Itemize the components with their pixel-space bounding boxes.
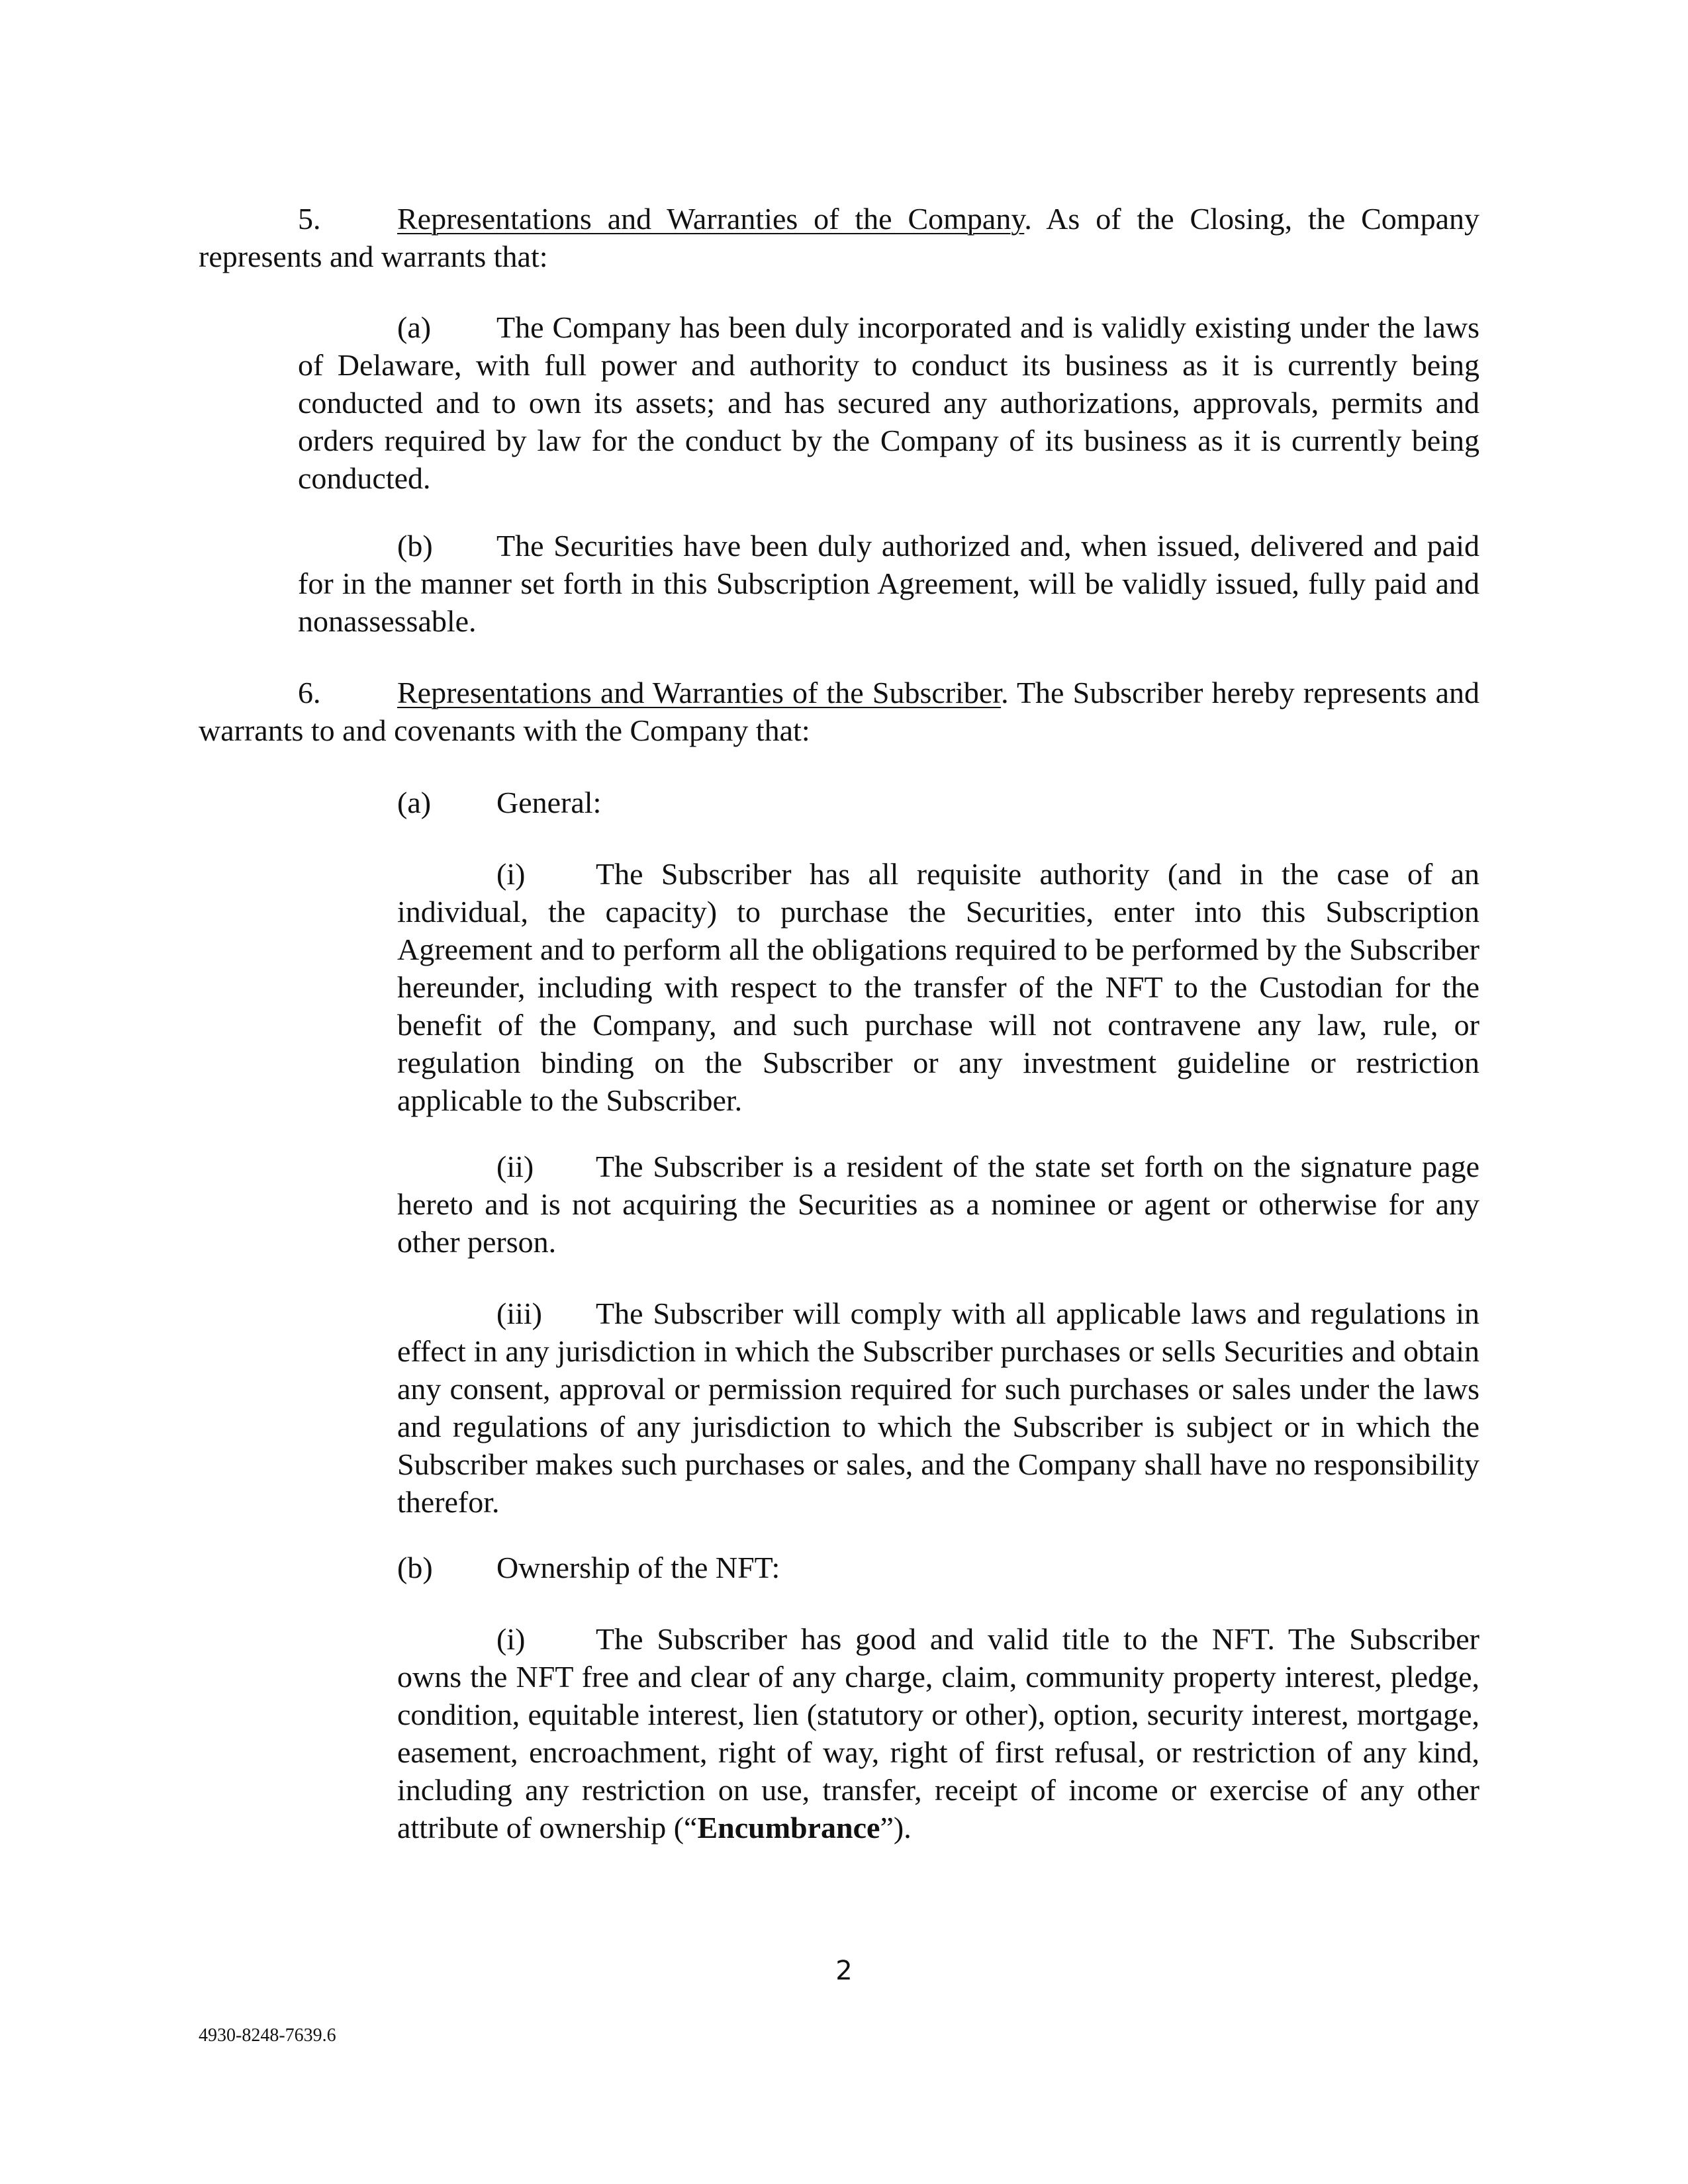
section-5b <box>298 527 1479 640</box>
section-5-intro: . As of the Closing, the Company represents and warrants that: <box>199 202 1479 273</box>
section-6b-i-label: (i) <box>496 1622 526 1656</box>
section-6a-ii <box>397 1148 1479 1261</box>
section-6b-title: Ownership of the NFT: <box>496 1551 780 1584</box>
section-5-number: 5. <box>298 202 321 236</box>
section-6a-iii <box>397 1295 1479 1521</box>
section-6a-i <box>397 855 1479 1119</box>
section-6a-ii-text: The Subscriber is a resident of the state set forth on the signature page hereto and is not acquiring the Securities as a nominee or agent or otherwise for any other person. <box>397 1150 1479 1259</box>
section-6a-title-line <box>397 784 601 821</box>
page-number: 2 <box>835 1956 853 1986</box>
section-6a-label: (a) <box>397 786 432 819</box>
section-6b-i-text-after: ”). <box>880 1811 912 1844</box>
section-6b-title-line <box>397 1549 780 1586</box>
section-6-number: 6. <box>298 676 321 709</box>
section-6a-i-text: The Subscriber has all requisite authority (and in the case of an individual, the capacity) to purchase the Securities, enter into this Subscription Agreement and to perform all the obligations required to be performed by the Subscriber hereunder, including with respect to the transfer of the NFT to the Custodian for the benefit of the Company, and such purchase will not contravene any law, rule, or regulation binding on the Subscriber or any investment guideline or restriction applicable to the Subscriber. <box>397 857 1479 1117</box>
section-5a-text: The Company has been duly incorporated and is validly existing under the laws of Delaware, with full power and authority to conduct its business as it is currently being conducted and to own its assets; and has secured any authorizations, approvals, permits and orders required by law for the conduct by the Company of its business as it is currently being conducted. <box>298 310 1479 495</box>
section-5a <box>298 308 1479 497</box>
section-6-heading: Representations and Warranties of the Subscriber <box>397 676 1002 709</box>
section-6 <box>199 674 1479 749</box>
section-6b-i-text-before: The Subscriber has good and valid title to the NFT. The Subscriber owns the NFT free and clear of any charge, claim, community property interest, pledge, condition, equitable interest, lien (statutory or other), option, security interest, mortgage, easement, encroachment, right of way, right of first refusal, or restriction of any kind, including any restriction on use, transfer, receipt of income or exercise of any other attribute of ownership (“ <box>397 1622 1479 1844</box>
section-6a-i-label: (i) <box>496 857 526 891</box>
defined-term-encumbrance: Encumbrance <box>697 1811 880 1844</box>
section-5-heading: Representations and Warranties of the Company <box>397 202 1025 236</box>
section-5a-label: (a) <box>397 310 432 344</box>
section-6a-ii-label: (ii) <box>496 1150 534 1183</box>
section-6a-iii-text: The Subscriber will comply with all applicable laws and regulations in effect in any jurisdiction in which the Subscriber purchases or sells Securities and obtain any consent, approval or permission required for such purchases or sales under the laws and regulations of any jurisdiction to which the Subscriber is subject or in which the Subscriber makes such purchases or sales, and the Company shall have no responsibility therefor. <box>397 1297 1479 1519</box>
section-6b-i <box>397 1620 1479 1846</box>
section-6a-title: General: <box>496 786 602 819</box>
section-5b-label: (b) <box>397 529 433 563</box>
section-5b-text: The Securities have been duly authorized and, when issued, delivered and paid for in the manner set forth in this Subscription Agreement, will be validly issued, fully paid and nonassessable. <box>298 529 1479 638</box>
document-id: 4930-8248-7639.6 <box>199 2025 336 2046</box>
section-5 <box>199 200 1479 275</box>
section-6b-label: (b) <box>397 1551 433 1584</box>
section-6-intro: . The Subscriber hereby represents and warrants to and covenants with the Company that: <box>199 676 1479 747</box>
section-6a-iii-label: (iii) <box>496 1297 542 1330</box>
